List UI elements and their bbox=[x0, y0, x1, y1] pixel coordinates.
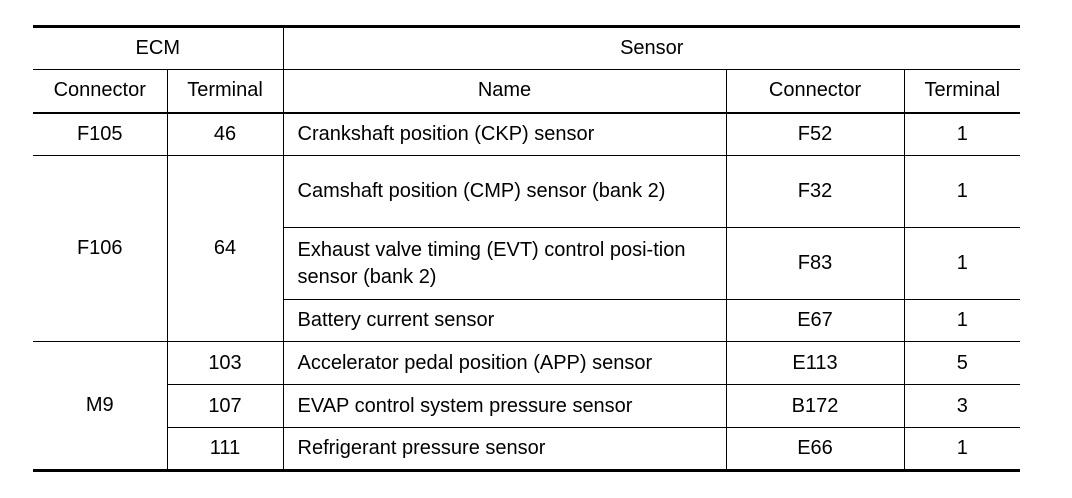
ecm-connector-cell: F106 bbox=[33, 156, 167, 342]
ecm-connector-header: Connector bbox=[33, 70, 167, 113]
sensor-connector-cell: F52 bbox=[726, 113, 904, 156]
sensor-terminal-cell: 1 bbox=[904, 113, 1020, 156]
header-row-columns bbox=[33, 70, 1020, 113]
sensor-terminal-header: Terminal bbox=[904, 70, 1020, 113]
table-row bbox=[33, 156, 1020, 228]
table-row bbox=[33, 342, 1020, 385]
ecm-sensor-table bbox=[33, 25, 1020, 472]
sensor-name-cell: Refrigerant pressure sensor bbox=[283, 428, 726, 471]
ecm-connector-cell: F105 bbox=[33, 113, 167, 156]
ecm-connector-cell: M9 bbox=[33, 342, 167, 471]
sensor-connector-cell: F83 bbox=[726, 228, 904, 300]
sensor-connector-cell: B172 bbox=[726, 385, 904, 428]
sensor-name-header: Name bbox=[283, 70, 726, 113]
sensor-name-cell: Camshaft position (CMP) sensor (bank 2) bbox=[283, 156, 726, 228]
sensor-connector-cell: E113 bbox=[726, 342, 904, 385]
sensor-terminal-cell: 1 bbox=[904, 156, 1020, 228]
ecm-terminal-header: Terminal bbox=[167, 70, 283, 113]
sensor-group-header: Sensor bbox=[283, 27, 1020, 70]
sensor-name-cell: EVAP control system pressure sensor bbox=[283, 385, 726, 428]
sensor-terminal-cell: 3 bbox=[904, 385, 1020, 428]
sensor-connector-cell: F32 bbox=[726, 156, 904, 228]
table-row bbox=[33, 385, 1020, 428]
sensor-terminal-cell: 1 bbox=[904, 228, 1020, 300]
ecm-terminal-cell: 107 bbox=[167, 385, 283, 428]
ecm-terminal-cell: 46 bbox=[167, 113, 283, 156]
sensor-terminal-cell: 1 bbox=[904, 300, 1020, 342]
ecm-terminal-cell: 103 bbox=[167, 342, 283, 385]
sensor-terminal-cell: 1 bbox=[904, 428, 1020, 471]
sensor-terminal-cell: 5 bbox=[904, 342, 1020, 385]
ecm-group-header: ECM bbox=[33, 27, 283, 70]
ecm-terminal-cell: 64 bbox=[167, 156, 283, 342]
sensor-name-cell: Crankshaft position (CKP) sensor bbox=[283, 113, 726, 156]
sensor-connector-cell: E66 bbox=[726, 428, 904, 471]
sensor-name-cell: Accelerator pedal position (APP) sensor bbox=[283, 342, 726, 385]
sensor-connector-header: Connector bbox=[726, 70, 904, 113]
sensor-name-cell: Battery current sensor bbox=[283, 300, 726, 342]
sensor-connector-cell: E67 bbox=[726, 300, 904, 342]
table-row bbox=[33, 428, 1020, 471]
sensor-name-cell: Exhaust valve timing (EVT) control posi-tion sensor (bank 2) bbox=[283, 228, 726, 300]
ecm-terminal-cell: 111 bbox=[167, 428, 283, 471]
header-row-groups bbox=[33, 27, 1020, 70]
table-row bbox=[33, 113, 1020, 156]
